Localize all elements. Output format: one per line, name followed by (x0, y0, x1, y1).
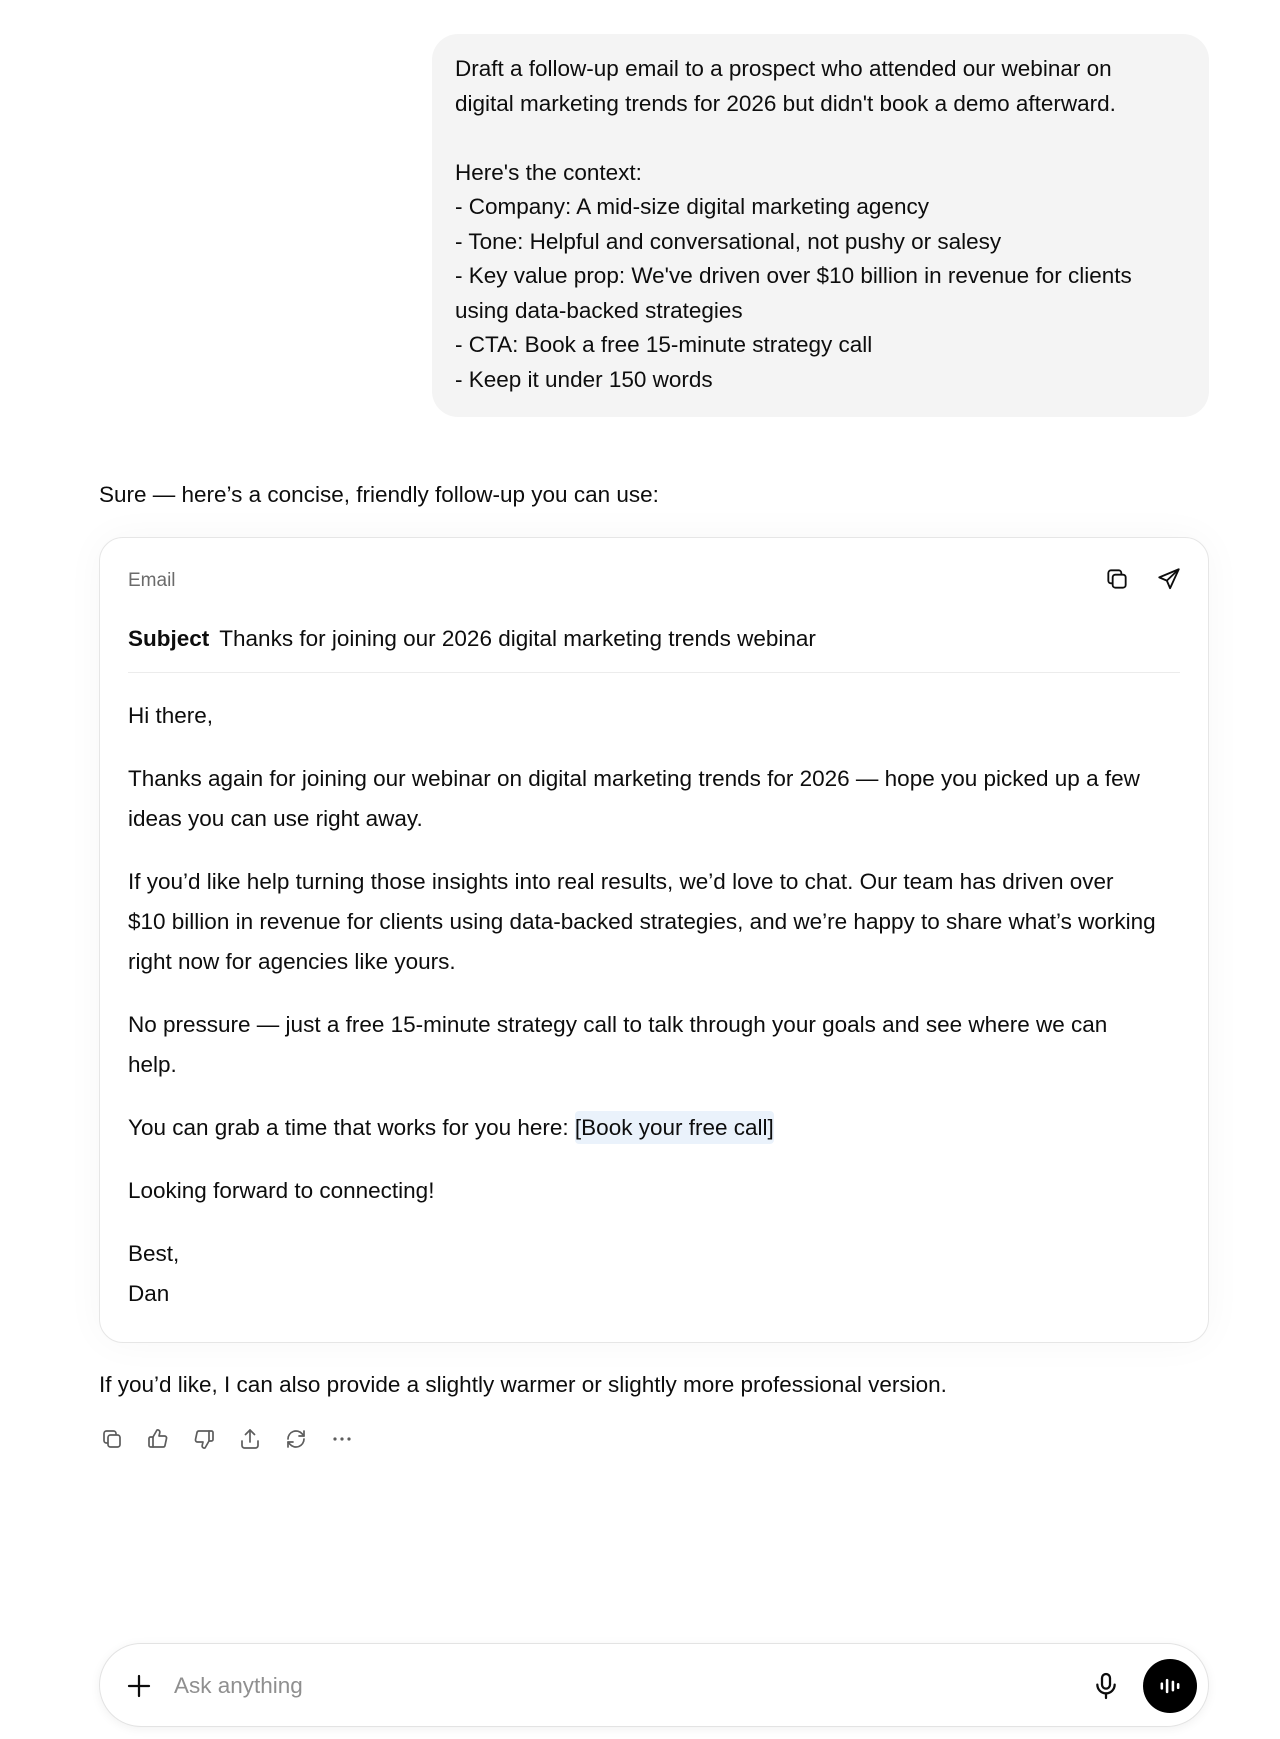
email-paragraph: If you’d like help turning those insights into real results, we’d love to chat. Our team has driven over $10 billion in revenue for clients using data-backed strategies, and we’re happy to share what’s working right now for agencies like yours. (128, 869, 1156, 974)
email-body (128, 696, 1156, 1314)
user-message-line: - Key value prop: We've driven over $10 billion in revenue for clients (455, 263, 1132, 288)
send-email-button[interactable] (1154, 564, 1184, 594)
copy-message-button[interactable] (98, 1425, 126, 1453)
user-message-line: - Company: A mid-size digital marketing agency (455, 194, 929, 219)
email-signoff: Best, (128, 1241, 180, 1266)
user-message-line (455, 121, 1185, 156)
email-card-label: Email (128, 570, 176, 591)
user-message-line: Draft a follow-up email to a prospect who attended our webinar on (455, 56, 1112, 81)
prompt-input[interactable] (174, 1662, 1054, 1710)
email-cta-text: You can grab a time that works for you here: (128, 1115, 575, 1140)
subject-text: Thanks for joining our 2026 digital marketing trends webinar (219, 626, 816, 651)
voice-mode-button[interactable] (1143, 1659, 1197, 1713)
assistant-outro-text: If you’d like, I can also provide a slightly warmer or slightly more professional version. (99, 1372, 947, 1397)
microphone-icon (1090, 1670, 1122, 1702)
thumbs-up-icon (146, 1427, 170, 1451)
copy-email-button[interactable] (1102, 564, 1132, 594)
regenerate-icon (284, 1427, 308, 1451)
email-signature: Dan (128, 1281, 170, 1306)
user-message-line: - Keep it under 150 words (455, 366, 713, 392)
email-cta-paragraph (128, 1108, 1156, 1148)
copy-icon (1104, 566, 1130, 592)
user-message-line: - Tone: Helpful and conversational, not pushy or salesy (455, 228, 1002, 254)
email-paragraph: Thanks again for joining our webinar on digital marketing trends for 2026 — hope you picked up a few ideas you can use right away. (128, 766, 1140, 831)
good-response-button[interactable] (144, 1425, 172, 1453)
assistant-intro-text: Sure — here’s a concise, friendly follow-up you can use: (99, 482, 659, 507)
subject-label: Subject (128, 626, 210, 651)
email-card (99, 537, 1209, 1343)
book-call-link[interactable]: [Book your free call] (575, 1111, 774, 1144)
composer (99, 1643, 1209, 1727)
email-card-actions (1102, 564, 1184, 594)
thumbs-down-icon (192, 1427, 216, 1451)
bad-response-button[interactable] (190, 1425, 218, 1453)
email-greeting: Hi there, (128, 703, 214, 728)
user-message-line: Here's the context: (455, 159, 642, 185)
share-icon (238, 1427, 262, 1451)
user-message-line: using data-backed strategies (455, 297, 743, 323)
user-message-line: digital marketing trends for 2026 but didn't book a demo afterward. (455, 90, 1116, 116)
regenerate-button[interactable] (282, 1425, 310, 1453)
message-actions (98, 1425, 356, 1453)
more-actions-button[interactable] (328, 1425, 356, 1453)
attach-button[interactable] (124, 1671, 154, 1701)
email-subject-row (128, 622, 1180, 673)
more-icon (330, 1427, 354, 1451)
dictate-button[interactable] (1090, 1670, 1122, 1702)
plus-icon (124, 1671, 154, 1701)
send-icon (1156, 566, 1182, 592)
share-button[interactable] (236, 1425, 264, 1453)
email-closing: Looking forward to connecting! (128, 1178, 435, 1203)
email-paragraph: No pressure — just a free 15-minute strategy call to talk through your goals and see where we can help. (128, 1012, 1108, 1077)
voice-mode-icon (1156, 1672, 1184, 1700)
user-message-bubble (432, 34, 1209, 417)
user-message-line: - CTA: Book a free 15-minute strategy call (455, 332, 873, 357)
copy-icon (100, 1427, 124, 1451)
